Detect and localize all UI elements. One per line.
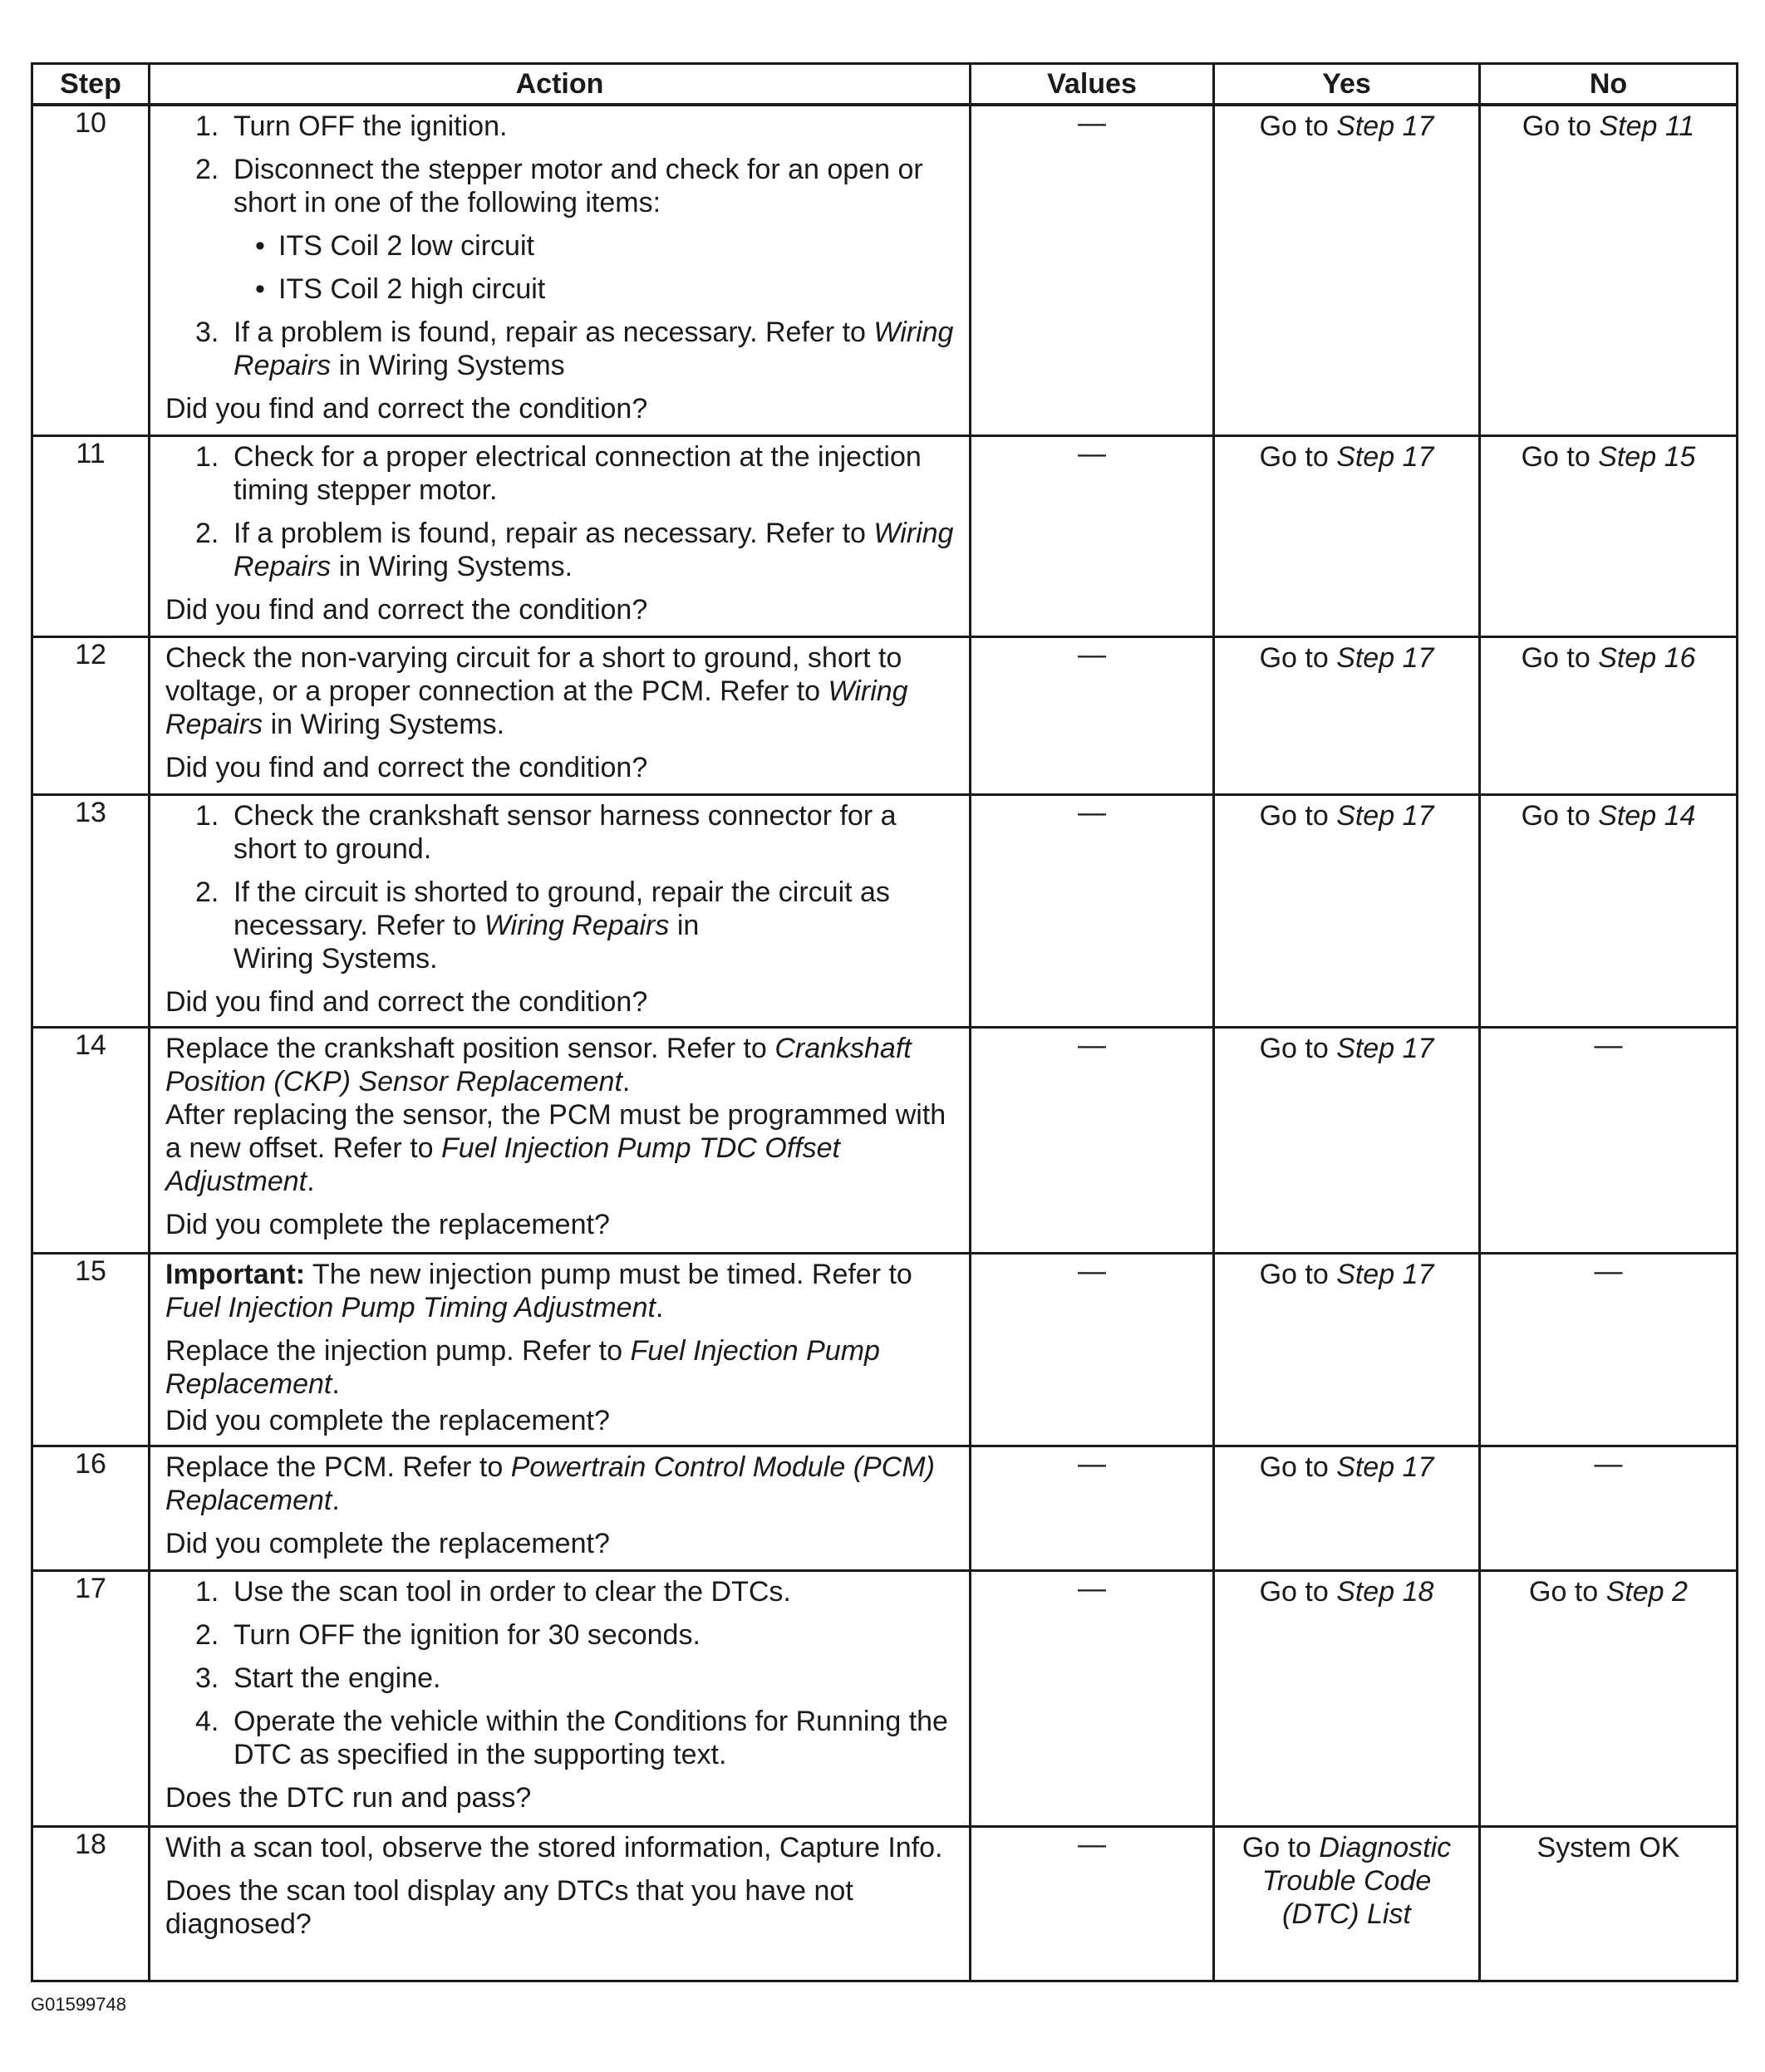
system-ok-text: System OK: [1536, 1831, 1680, 1863]
reference-link: Powertrain Control Module (PCM) Replacement: [165, 1451, 935, 1516]
values-dash: —: [971, 794, 1214, 1027]
goto-step-link: Step 17: [1336, 440, 1434, 473]
bullet-item: • ITS Coil 2 low circuit: [255, 230, 534, 262]
header-row: [32, 64, 1738, 106]
diagnostic-table: [31, 62, 1738, 1982]
list-item: 1. Turn OFF the ignition.: [195, 110, 508, 142]
table-row: [32, 1446, 1738, 1570]
list-item: 4. Operate the vehicle within the Conditions for Running the DTC as specified in the supporting text.: [195, 1705, 948, 1770]
question-text: Did you find and correct the condition?: [165, 751, 648, 783]
table-row: [32, 435, 1738, 636]
header-action: Action: [150, 64, 971, 106]
reference-link: Wiring Repairs: [234, 517, 954, 582]
list-item: 1. Use the scan tool in order to clear the DTCs.: [195, 1575, 791, 1608]
step-number: 18: [32, 1826, 150, 1981]
values-dash: —: [971, 1446, 1214, 1570]
list-item: 3. If a problem is found, repair as necessary. Refer to Wiring Repairs in Wiring Systems: [195, 317, 954, 381]
yes-cell: Go to Step 17: [1214, 1027, 1480, 1253]
action-cell: [150, 1826, 971, 1981]
values-dash: —: [971, 1826, 1214, 1981]
goto-step-link: Step 17: [1336, 799, 1434, 832]
step-number: 16: [32, 1446, 150, 1570]
goto-step-link: Step 2: [1605, 1575, 1688, 1608]
step-number: 14: [32, 1027, 150, 1253]
no-cell: Go to Step 15: [1480, 435, 1738, 636]
action-text: After replacing the sensor, the PCM must be programmed with a new offset. Refer to Fuel Injection Pump TDC Offset Adjustment.: [165, 1098, 946, 1197]
question-text: Did you find and correct the condition?: [165, 985, 648, 1018]
table-row: [32, 1826, 1738, 1981]
yes-cell: Go to Diagnostic Trouble Code (DTC) List: [1214, 1826, 1480, 1981]
header-no: No: [1480, 64, 1738, 106]
no-dash: —: [1480, 1446, 1738, 1570]
bullet-item: • ITS Coil 2 high circuit: [255, 273, 546, 305]
reference-link: Fuel Injection Pump Timing Adjustment: [165, 1291, 656, 1323]
question-text: Did you find and correct the condition?: [165, 393, 648, 425]
goto-step-link: Step 11: [1599, 110, 1695, 142]
header-values: Values: [971, 64, 1214, 106]
important-label: Important:: [165, 1258, 306, 1290]
yes-cell: Go to Step 17: [1214, 105, 1480, 435]
no-dash: —: [1480, 1027, 1738, 1253]
yes-cell: Go to Step 17: [1214, 794, 1480, 1027]
question-text: Does the DTC run and pass?: [165, 1781, 532, 1814]
action-cell: [150, 1027, 971, 1253]
values-dash: —: [971, 105, 1214, 435]
step-number: 12: [32, 636, 150, 794]
reference-link: Fuel Injection Pump Replacement: [165, 1334, 880, 1400]
table-row: [32, 1027, 1738, 1253]
values-dash: —: [971, 1570, 1214, 1826]
header-step: Step: [32, 64, 150, 106]
action-cell: [150, 636, 971, 794]
action-cell: [150, 794, 971, 1027]
no-cell: Go to Step 11: [1480, 105, 1738, 435]
goto-step-link: Step 17: [1336, 1451, 1434, 1483]
table-row: [32, 1253, 1738, 1446]
table-row: [32, 636, 1738, 794]
action-text: Replace the PCM. Refer to Powertrain Control Module (PCM) Replacement.: [165, 1451, 935, 1516]
values-dash: —: [971, 636, 1214, 794]
list-item: 1. Check the crankshaft sensor harness connector for a short to ground.: [195, 799, 897, 865]
list-item: 2. Turn OFF the ignition for 30 seconds.: [195, 1618, 701, 1651]
action-cell: [150, 1570, 971, 1826]
values-dash: —: [971, 1253, 1214, 1446]
no-cell: [1480, 1826, 1738, 1981]
action-cell: [150, 105, 971, 435]
list-item: 2. Disconnect the stepper motor and check for an open or short in one of the following items:: [195, 154, 923, 218]
step-number: 15: [32, 1253, 150, 1446]
goto-step-link: Step 17: [1336, 641, 1434, 674]
header-yes: Yes: [1214, 64, 1480, 106]
yes-cell: Go to Step 18: [1214, 1570, 1480, 1826]
figure-code: G01599748: [31, 1994, 126, 2015]
dtc-list-link: Diagnostic Trouble Code (DTC) List: [1261, 1831, 1452, 1930]
action-text: Replace the injection pump. Refer to Fuel Injection Pump Replacement.: [165, 1334, 880, 1400]
step-number: 11: [32, 435, 150, 636]
reference-link: Wiring Repairs: [484, 909, 670, 941]
action-cell: [150, 1253, 971, 1446]
goto-step-link: Step 15: [1598, 440, 1696, 473]
action-text: Replace the crankshaft position sensor. Refer to Crankshaft Position (CKP) Sensor Replacement.: [165, 1032, 912, 1097]
no-cell: Go to Step 16: [1480, 636, 1738, 794]
no-cell: Go to Step 2: [1480, 1570, 1738, 1826]
reference-link: Wiring Repairs: [234, 317, 954, 381]
action-cell: [150, 1446, 971, 1570]
table-row: [32, 1570, 1738, 1826]
values-dash: —: [971, 1027, 1214, 1253]
reference-link: Wiring Repairs: [165, 675, 908, 740]
step-number: 13: [32, 794, 150, 1027]
no-cell: Go to Step 14: [1480, 794, 1738, 1027]
important-note: Important: The new injection pump must be timed. Refer to Fuel Injection Pump Timing Adjustment.: [165, 1258, 912, 1323]
list-item: 3. Start the engine.: [195, 1662, 441, 1694]
question-text: Did you complete the replacement?: [165, 1208, 610, 1240]
table-row: [32, 105, 1738, 435]
table-row: [32, 794, 1738, 1027]
goto-step-link: Step 17: [1336, 1032, 1434, 1064]
list-item: 2. If the circuit is shorted to ground, repair the circuit as necessary. Refer to Wiring Repairs in Wiring Systems.: [195, 876, 890, 975]
goto-step-link: Step 17: [1336, 1258, 1434, 1290]
action-cell: [150, 435, 971, 636]
list-item: 2. If a problem is found, repair as necessary. Refer to Wiring Repairs in Wiring Systems.: [195, 517, 954, 582]
action-text: With a scan tool, observe the stored information, Capture Info.: [165, 1831, 943, 1863]
question-text: Did you complete the replacement?: [165, 1404, 610, 1436]
reference-link: Fuel Injection Pump TDC Offset Adjustment: [165, 1132, 840, 1197]
step-number: 17: [32, 1570, 150, 1826]
list-item: 1. Check for a proper electrical connection at the injection timing stepper motor.: [195, 440, 922, 506]
question-text: Did you find and correct the condition?: [165, 593, 648, 626]
goto-step-link: Step 17: [1336, 110, 1434, 142]
goto-step-link: Step 18: [1336, 1575, 1434, 1608]
goto-step-link: Step 16: [1598, 641, 1696, 674]
values-dash: —: [971, 435, 1214, 636]
action-text: Check the non-varying circuit for a short to ground, short to voltage, or a proper connection at the PCM. Refer to Wiring Repairs in Wiring Systems.: [165, 641, 908, 740]
step-number: 10: [32, 105, 150, 435]
question-text: Did you complete the replacement?: [165, 1527, 610, 1559]
goto-step-link: Step 14: [1598, 799, 1696, 832]
reference-link: Crankshaft Position (CKP) Sensor Replacement: [165, 1032, 912, 1097]
yes-cell: Go to Step 17: [1214, 1446, 1480, 1570]
no-dash: —: [1480, 1253, 1738, 1446]
question-text: Does the scan tool display any DTCs that you have not diagnosed?: [165, 1874, 853, 1940]
yes-cell: Go to Step 17: [1214, 1253, 1480, 1446]
yes-cell: Go to Step 17: [1214, 435, 1480, 636]
yes-cell: Go to Step 17: [1214, 636, 1480, 794]
